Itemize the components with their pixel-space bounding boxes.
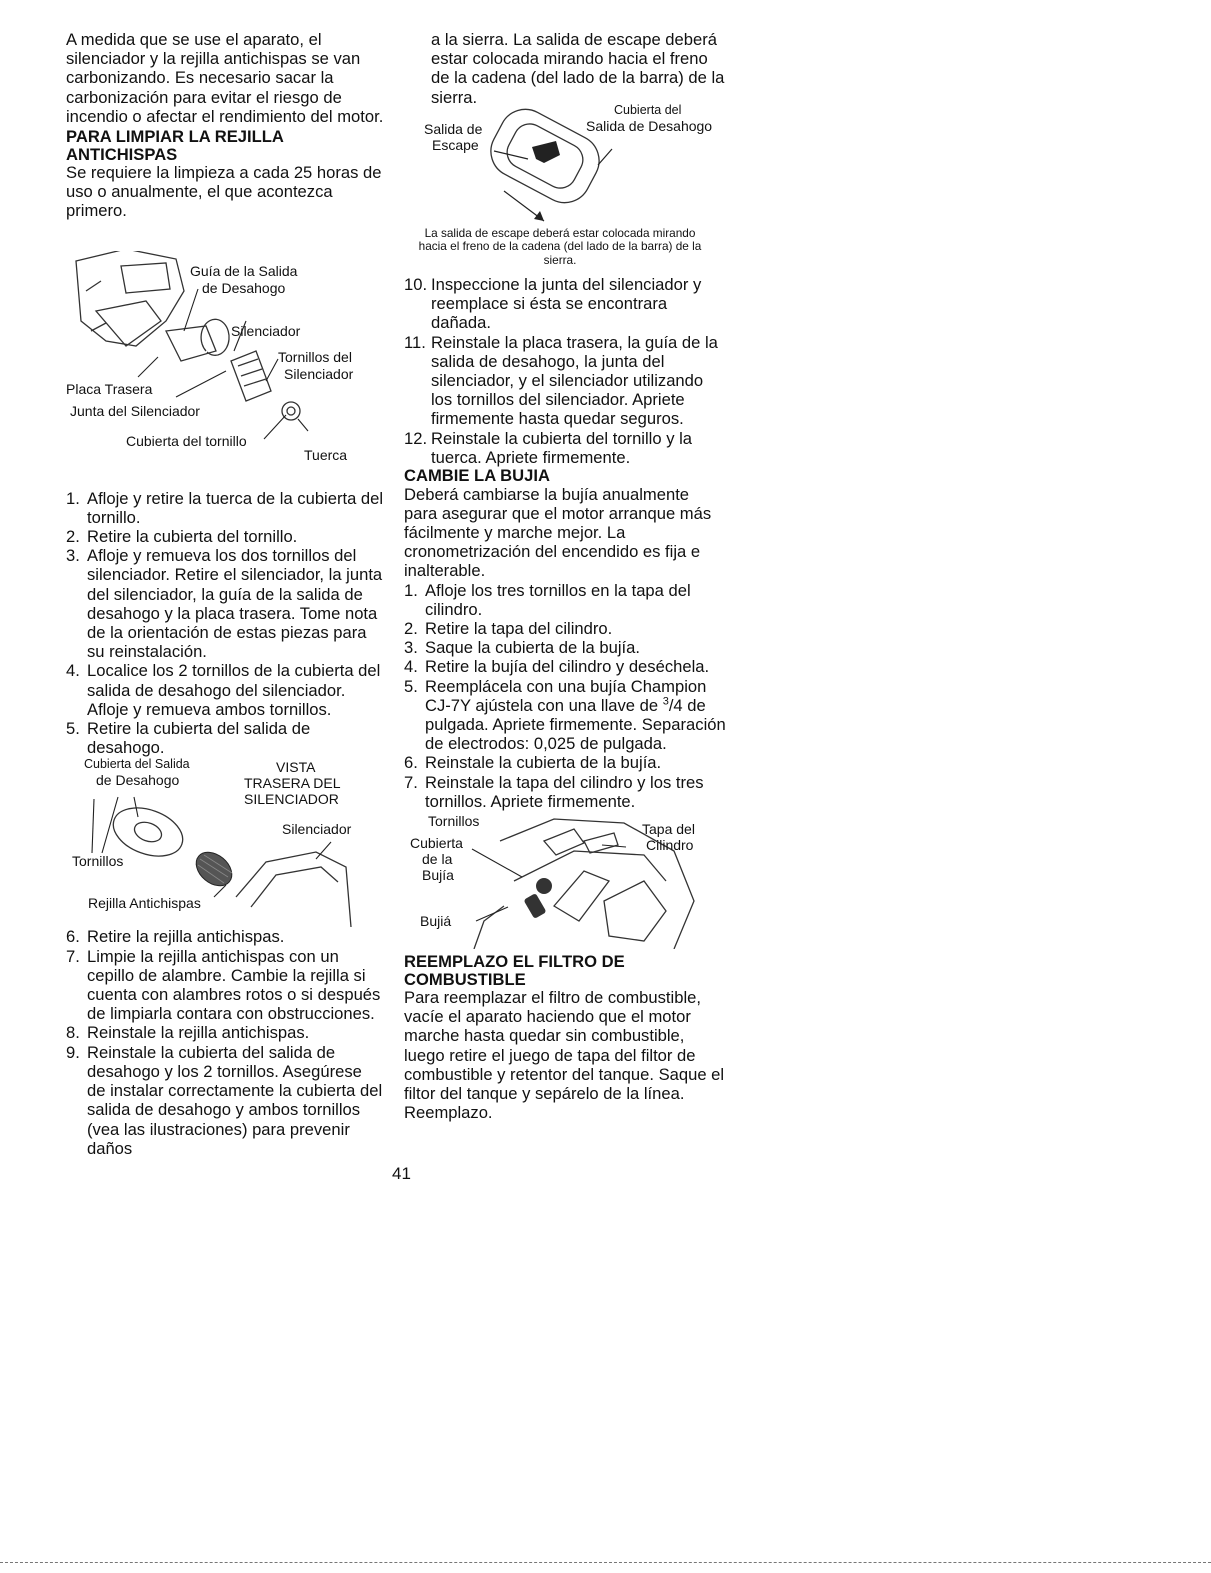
right-column bbox=[404, 30, 726, 1122]
label-salida-desahogo: Salida de Desahogo bbox=[586, 117, 713, 134]
list-item: 7. Reinstale la tapa del cilindro y los tres tornillos. Apriete firmemente. bbox=[404, 772, 704, 811]
exhaust-orientation-figure bbox=[404, 102, 726, 227]
steps-list-10-12 bbox=[404, 275, 726, 467]
list-item: 3. Afloje y remueva los dos tornillos del silenciador. Retire el silenciador, la junta del silenciador, la guía de la salida de desahogo y la placa trasera. Tome nota de la orientación de estas piezas para su reinstalación. bbox=[66, 546, 383, 662]
left-column bbox=[66, 30, 384, 1158]
label-cubierta-desahogo: de Desahogo bbox=[96, 772, 180, 789]
intro-paragraph: A medida que se use el aparato, el silenciador y la rejilla antichispas se van carbonizando. Es necesario sacar la carbonización para evitar el riesgo de incendio o afectar el rendimiento del motor. bbox=[66, 30, 384, 126]
list-item: 1. Afloje y retire la tuerca de la cubierta del tornillo. bbox=[66, 488, 384, 527]
label-tapa-del: Tapa del bbox=[642, 821, 695, 838]
label-placa-trasera: Placa Trasera bbox=[66, 380, 153, 397]
spark-plug-steps bbox=[404, 581, 726, 811]
label-bujia: Bujiá bbox=[420, 913, 452, 930]
list-item: 9. Reinstale la cubierta del salida de desahogo y los 2 tornillos. Asegúrese de instalar correctamente la cubierta del salida de desahogo y ambos tornillos (vea las ilustraciones) para prevenir daños bbox=[66, 1042, 383, 1158]
label-silenciador: Silenciador bbox=[231, 322, 301, 339]
label-vista-silenciador: SILENCIADOR bbox=[244, 791, 339, 808]
label-vista: VISTA bbox=[276, 759, 316, 776]
page-number: 41 bbox=[392, 1164, 411, 1183]
label-de-la: de la bbox=[422, 851, 453, 868]
list-item: 5. Retire la cubierta del salida de desahogo. bbox=[66, 719, 311, 758]
label-guia-salida: Guía de la Salida bbox=[190, 262, 298, 279]
list-item: 11. Reinstale la placa trasera, la guía de la salida de desahogo, la junta del silenciador, y el silenciador utilizando los tornillos del silenciador. Apriete firmemente hasta quedar seguros. bbox=[404, 332, 718, 429]
list-item: 4. Localice los 2 tornillos de la cubierta del salida de desahogo del silenciador. Afloje y remueva ambos tornillos. bbox=[66, 661, 381, 719]
spark-plug-figure bbox=[404, 811, 726, 949]
label-tornillos-2: Tornillos bbox=[72, 853, 124, 870]
list-item: 6. Retire la rejilla antichispas. bbox=[66, 927, 285, 947]
list-item: 8. Reinstale la rejilla antichispas. bbox=[66, 1023, 310, 1043]
list-item: 1. Afloje los tres tornillos en la tapa del cilindro. bbox=[404, 580, 691, 619]
label-tuerca: Tuerca bbox=[304, 446, 348, 463]
label-tornillos-silenciador: Silenciador bbox=[284, 365, 354, 382]
label-cubierta-bujia: Cubierta bbox=[410, 835, 463, 852]
label-cubierta-del: Cubierta del bbox=[614, 102, 682, 117]
list-item: 7. Limpie la rejilla antichispas con un cepillo de alambre. Cambie la rejilla si cuenta con alambres rotos o si después de limpiarla contara con obstrucciones. bbox=[66, 946, 381, 1024]
exhaust-caption: La salida de escape deberá estar colocada mirando hacia el freno de la cadena (del lado de la barra) de la sierra. bbox=[418, 225, 702, 267]
label-salida-de: Salida de bbox=[424, 120, 483, 137]
continued-paragraph: a la sierra. La salida de escape deberá estar colocada mirando hacia el freno de la cadena (del lado de la barra) de la sierra. bbox=[431, 30, 725, 107]
cleaning-interval-paragraph: Se requiere la limpieza a cada 25 horas de uso o anualmente, el que acontezca primero. bbox=[66, 163, 382, 221]
bottom-dashed-rule bbox=[0, 1562, 1211, 1563]
list-item: 6. Reinstale la cubierta de la bujía. bbox=[404, 753, 662, 773]
list-item: 2. Retire la tapa del cilindro. bbox=[404, 618, 613, 638]
label-junta-silenciador: Junta del Silenciador bbox=[70, 402, 200, 419]
label-tornillos-del: Tornillos del bbox=[278, 348, 352, 365]
heading-spark-plug: CAMBIE LA BUJIA bbox=[404, 466, 550, 486]
label-cubierta-salida: Cubierta del Salida bbox=[84, 757, 190, 772]
list-item: 5. Reemplácela con una bujía Champion CJ-7Y ajústela con una llave de $^3$/4 de pulgada. Apriete firmemente. Separación de electrodos: 0,025 de pulgada. bbox=[404, 676, 726, 754]
label-tornillos-3: Tornillos bbox=[428, 813, 480, 830]
label-cilindro: Cilindro bbox=[646, 837, 694, 854]
muffler-exploded-figure bbox=[66, 251, 384, 489]
list-item: 12. Reinstale la cubierta del tornillo y la tuerca. Apriete firmemente. bbox=[404, 428, 693, 467]
list-item: 4. Retire la bujía del cilindro y deséchela. bbox=[404, 657, 710, 677]
list-item: 3. Saque la cubierta de la bujía. bbox=[404, 638, 640, 658]
fuel-filter-paragraph: Para reemplazar el filtro de combustible, vacíe el aparato haciendo que el motor marche hasta quedar sin combustible, luego retire el juego de tapa del filtor de combustible y retentor del tanque. Saque el filtor del tanque y sepárelo de la línea. Reemplazo. bbox=[404, 988, 725, 1123]
label-cubierta-tornillo: Cubierta del tornillo bbox=[126, 432, 247, 449]
list-item: 2. Retire la cubierta del tornillo. bbox=[66, 527, 298, 547]
spark-arrestor-figure bbox=[66, 757, 384, 927]
label-trasera-del: TRASERA DEL bbox=[244, 775, 341, 792]
label-bujia-cubierta: Bujía bbox=[422, 867, 454, 884]
steps-list-1-5 bbox=[66, 489, 384, 758]
heading-clean-spark-arrestor: PARA LIMPIAR LA REJILLA ANTICHISPAS bbox=[66, 127, 284, 164]
spark-plug-paragraph: Deberá cambiarse la bujía anualmente para asegurar que el motor arranque más fácilmente y marche mejor. La cronometrización del encendido es fija e inalterable. bbox=[404, 484, 712, 581]
steps-list-6-9 bbox=[66, 927, 384, 1157]
label-rejilla-antichispas: Rejilla Antichispas bbox=[88, 895, 201, 912]
label-silenciador-2: Silenciador bbox=[282, 821, 352, 838]
label-escape: Escape bbox=[432, 136, 479, 153]
list-item: 10. Inspeccione la junta del silenciador y reemplace si ésta se encontrara dañada. bbox=[404, 275, 702, 333]
label-guia-desahogo: de Desahogo bbox=[202, 279, 286, 296]
heading-fuel-filter: REEMPLAZO EL FILTRO DE COMBUSTIBLE bbox=[404, 952, 625, 989]
